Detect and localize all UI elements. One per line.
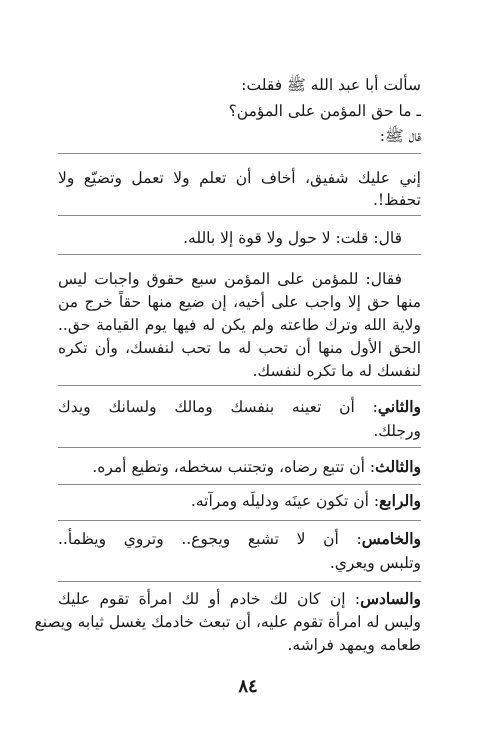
page-number: ٨٤ [238,676,258,697]
intro-line-1: سألت أبا عبد الله ﷺ فقلت: [241,76,421,94]
second-right-line-1 [58,396,421,418]
separator-rule [58,153,421,154]
sixth-right-text: : إن كان لك خادم أو لك امرأة تقوم عليك [58,590,361,608]
separator-rule [58,484,421,485]
para3-line-2: منها حق إلا واجب على أخيه، إن ضيع منها حقاً خرج من [58,293,421,311]
separator-rule [58,215,421,216]
fourth-right-text: : أن تكون عينَه ودليلَه ومرآته. [190,492,380,510]
sixth-right-label: والسادس [360,589,421,608]
para1-line-1: إني عليك شفيق، أخاف أن تعلم ولا تعمل وتضيّع ولا [58,169,421,187]
third-right-line-1 [92,456,421,478]
fourth-right-label: والرابع [379,491,421,510]
fifth-right-text: : أن لا تشبع ويجوع.. وتروي ويظمأ.. [58,530,362,548]
sixth-right-line-2: وليس له امرأة تقوم عليه، أن تبعث خادمك يغسل ثيابه ويصنع [34,613,421,631]
third-right-text: : أن تتبع رضاه، وتجتنب سخطه، وتطيع أمره. [92,458,376,476]
second-right-line-2: ورجلك. [373,422,421,440]
separator-rule [58,385,421,386]
separator-rule [58,254,421,255]
para3-line-1: فقال: للمؤمن على المؤمن سبع حقوق واجبات ليس [58,270,402,288]
fifth-right-line-2: وتلبس ويعري. [329,554,421,572]
third-right-label: والثالث [375,457,421,476]
para3-line-5: لنفسك له ما تكره لنفسك. [252,362,421,380]
separator-rule [58,520,421,521]
para2-line-1: قال: قلت: لا حول ولا قوة إلا بالله. [183,229,402,247]
separator-rule [58,581,421,582]
intro-line-2: ـ ما حق المؤمن على المؤمن؟ [228,102,421,120]
fifth-right-label: والخامس [361,529,421,548]
sixth-right-line-3: طعامه ويمهد فراشه. [287,636,421,654]
sixth-right-line-1 [58,588,421,610]
fifth-right-line-1 [58,528,421,550]
para1-line-2: تحفظ!. [372,191,421,209]
separator-rule [58,447,421,448]
fourth-right-line-1 [191,490,421,512]
para3-line-4: الحق الأول منها أن تحب له ما تحب لنفسك، وأن تكره [58,339,421,357]
para3-line-3: ولاية الله وترك طاعته ولم يكن له فيها يوم القيامة حق.. [58,316,421,334]
second-right-label: والثاني [377,397,421,416]
intro-line-3: قال ﷺ: [379,127,421,145]
second-right-text: : أن تعينه بنفسك ومالك ولسانك ويدك [58,398,378,416]
